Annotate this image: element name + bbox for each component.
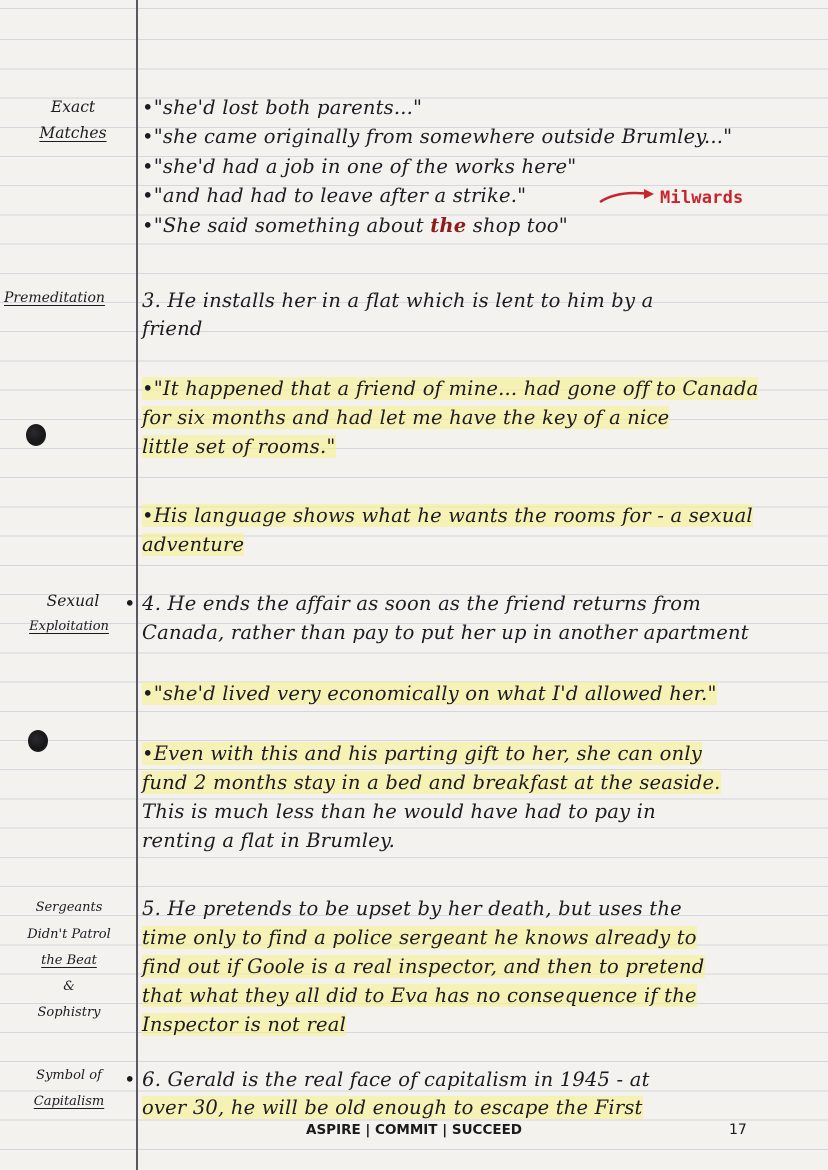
page-number: 17 xyxy=(729,1122,747,1138)
quote-line xyxy=(142,375,812,403)
label-exact: Exact xyxy=(50,98,96,116)
highlighted-text: adventure xyxy=(142,533,245,556)
label-capitalism: Capitalism xyxy=(33,1094,105,1109)
quote-text: shop too" xyxy=(472,214,568,237)
highlighted-text: that what they all did to Eva has no consequence if the xyxy=(142,984,697,1007)
label-sexual: Sexual xyxy=(46,592,100,610)
highlighted-text: over 30, he will be old enough to escape the First xyxy=(142,1096,643,1119)
quote-line: •"she'd had a job in one of the works here" xyxy=(142,155,577,178)
point-line xyxy=(142,1011,812,1039)
comment-line: renting a flat in Brumley. xyxy=(142,829,395,852)
highlighted-text: •His language shows what he wants the rooms for - a sexual xyxy=(142,504,753,527)
page-footer: ASPIRE | COMMIT | SUCCEED xyxy=(306,1122,522,1138)
point-line xyxy=(142,953,812,981)
point-line xyxy=(142,982,812,1010)
comment-line xyxy=(142,531,812,559)
highlighted-text: fund 2 months stay in a bed and breakfast at the seaside. xyxy=(142,771,721,794)
highlighted-text: find out if Goole is a real inspector, and then to pretend xyxy=(142,955,705,978)
quote-text: •"and had had to leave after a strike." xyxy=(142,184,527,207)
comment-line: This is much less than he would have had to pay in xyxy=(142,800,656,823)
quote-text: •"She said something about xyxy=(142,214,424,237)
highlighted-text: for six months and had let me have the key of a nice xyxy=(142,406,670,429)
punch-hole-icon xyxy=(28,730,48,752)
label-matches: Matches xyxy=(39,124,107,142)
comment-line xyxy=(142,769,812,797)
quote-line xyxy=(142,404,812,432)
quote-line: •"she'd lost both parents..." xyxy=(142,96,423,119)
label-sergeants: Sergeants xyxy=(35,900,103,915)
highlighted-text: •Even with this and his parting gift to her, she can only xyxy=(142,742,702,765)
highlighted-text: •"she'd lived very economically on what I'd allowed her." xyxy=(142,682,717,705)
arrow-icon xyxy=(598,186,658,208)
point-line xyxy=(142,924,812,952)
quote-line xyxy=(142,433,812,461)
label-premeditation: Premeditation xyxy=(4,290,105,306)
margin-line xyxy=(136,0,138,1170)
label-symbol-of: Symbol of xyxy=(36,1068,102,1083)
highlighted-text: Inspector is not real xyxy=(142,1013,347,1036)
label-sophistry: Sophistry xyxy=(37,1005,101,1020)
comment-line xyxy=(142,502,812,530)
label-didnt-patrol: Didn't Patrol xyxy=(27,927,111,942)
label-exploitation: Exploitation xyxy=(29,619,109,634)
highlighted-text: •"It happened that a friend of mine... had gone off to Canada xyxy=(142,377,759,400)
quote-line xyxy=(142,212,812,240)
point-line: Canada, rather than pay to put her up in another apartment xyxy=(142,621,749,644)
punch-hole-icon xyxy=(26,424,46,446)
quote-line xyxy=(142,680,812,708)
point-line xyxy=(142,1094,812,1122)
point-line: friend xyxy=(142,317,203,340)
label-ampersand: & xyxy=(63,979,75,994)
underlined-word: the xyxy=(430,214,467,237)
comment-line xyxy=(142,740,812,768)
point-line: • 4. He ends the affair as soon as the friend returns from xyxy=(124,592,701,615)
highlighted-text: little set of rooms." xyxy=(142,435,336,458)
highlighted-text: time only to find a police sergeant he knows already to xyxy=(142,926,697,949)
red-annotation: Milwards xyxy=(660,188,744,208)
point-line: 3. He installs her in a flat which is lent to him by a xyxy=(142,289,654,312)
label-the-beat: the Beat xyxy=(41,953,97,968)
point-line: • 6. Gerald is the real face of capitalism in 1945 - at xyxy=(124,1068,650,1091)
point-line: 5. He pretends to be upset by her death, but uses the xyxy=(142,897,682,920)
quote-line: •"she came originally from somewhere outside Brumley..." xyxy=(142,125,733,148)
